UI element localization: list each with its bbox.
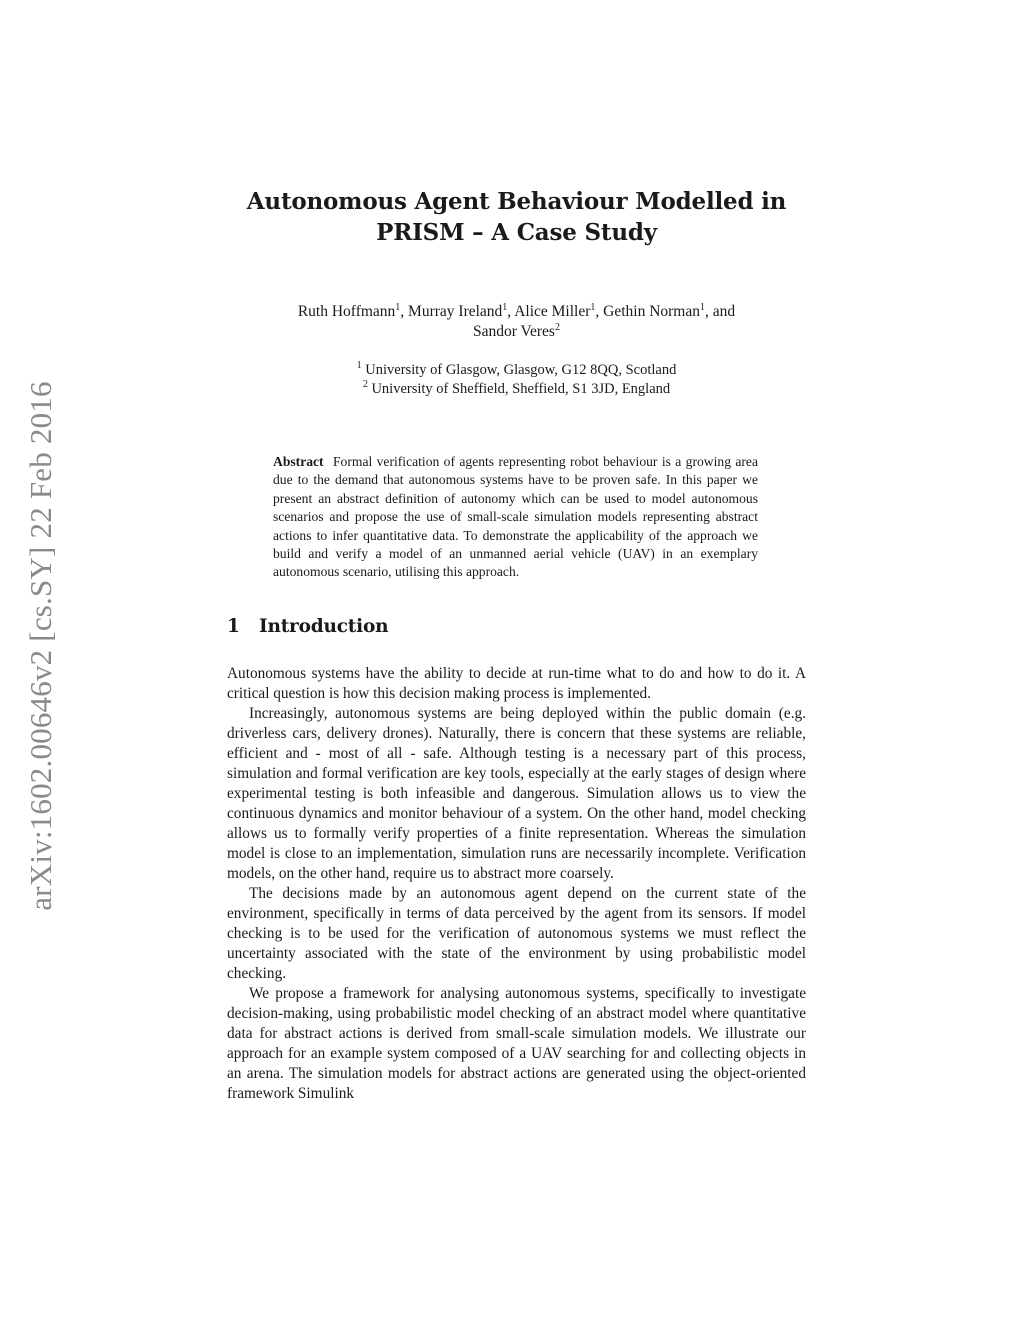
paragraph: Autonomous systems have the ability to decide at run-time what to do and how to do it. A critical question is how this decision making process is implemented. — [227, 664, 806, 702]
paragraph: We propose a framework for analysing autonomous systems, specifically to investigate decision-making, using probabilistic model checking of an abstract model where quantitative data for abstract actions is derived from small-scale simulation models. We illustrate our approach for an example system composed of a UAV searching for and collecting objects in an arena. The simulation models for abstract actions are generated using the object-oriented framework Simulink — [227, 984, 806, 1102]
paper-title — [227, 186, 806, 248]
section-title: Introduction — [259, 615, 389, 637]
author-name: Gethin Norman — [603, 303, 700, 320]
author-name: Sandor Veres — [473, 323, 555, 340]
section-body — [227, 664, 806, 1104]
section-heading — [227, 616, 806, 637]
affiliation-text: University of Sheffield, Sheffield, S1 3JD, England — [371, 381, 671, 397]
author-separator: , and — [705, 303, 736, 320]
author-separator: , — [507, 303, 515, 320]
author-affiliation-mark: 1 — [700, 301, 705, 313]
affiliation-mark: 2 — [362, 379, 368, 391]
paragraph: The decisions made by an autonomous agent depend on the current state of the environment, specifically in terms of data perceived by the agent from its sensors. If model checking is to be used for the verification of autonomous systems we must reflect the uncertainty associated with the state of the environment by using probabilistic model checking. — [227, 884, 806, 982]
title-line-2: PRISM – A Case Study — [376, 219, 657, 246]
author-separator: , — [595, 303, 604, 320]
abstract — [273, 453, 758, 582]
author-separator: , — [400, 303, 409, 320]
paragraph: Increasingly, autonomous systems are being deployed within the public domain (e.g. driverless cars, delivery drones). Naturally, there is concern that these systems are reliable, efficient and - most of all - safe. Although testing is a necessary part of this process, simulation and formal verification are key tools, especially at the early stages of design where experimental testing is both infeasible and dangerous. Simulation allows us to view the continuous dynamics and monitor behaviour of a system. On the other hand, model checking allows us to formally verify properties of a finite representation. Whereas the simulation model is close to an implementation, simulation runs are necessarily incomplete. Verification models, on the other hand, require us to abstract more coarsely. — [227, 704, 806, 882]
author-list — [227, 302, 806, 342]
affiliation-list — [227, 361, 806, 399]
author-affiliation-mark: 1 — [395, 301, 401, 313]
abstract-text: Formal verification of agents representing robot behaviour is a growing area due to the demand that autonomous systems have to be proven safe. In this paper we present an abstract definition of autonomy which can be used to model autonomous scenarios and propose the use of small-scale simulation models representing abstract actions to infer quantitative data. To demonstrate the applicability of the approach we build and verify a model of an unmanned aerial vehicle (UAV) in an exemplary autonomous scenario, utilising this approach. — [273, 454, 758, 580]
affiliation-mark: 1 — [356, 360, 362, 372]
author-name: Murray Ireland — [408, 303, 503, 320]
paper-page — [227, 186, 806, 1104]
section-number: 1 — [227, 615, 240, 637]
affiliation — [227, 380, 806, 399]
author-affiliation-mark: 1 — [502, 301, 508, 313]
title-line-1: Autonomous Agent Behaviour Modelled in — [246, 188, 787, 215]
affiliation — [227, 361, 806, 380]
author-name: Ruth Hoffmann — [297, 303, 396, 320]
affiliation-text: University of Glasgow, Glasgow, G12 8QQ, Scotland — [365, 362, 677, 378]
arxiv-identifier: arXiv:1602.00646v2 [cs.SY] 22 Feb 2016 — [23, 381, 58, 911]
author-affiliation-mark: 2 — [554, 321, 560, 333]
author-name: Alice Miller — [514, 303, 591, 320]
author-affiliation-mark: 1 — [590, 301, 596, 313]
abstract-label: Abstract — [273, 454, 324, 469]
